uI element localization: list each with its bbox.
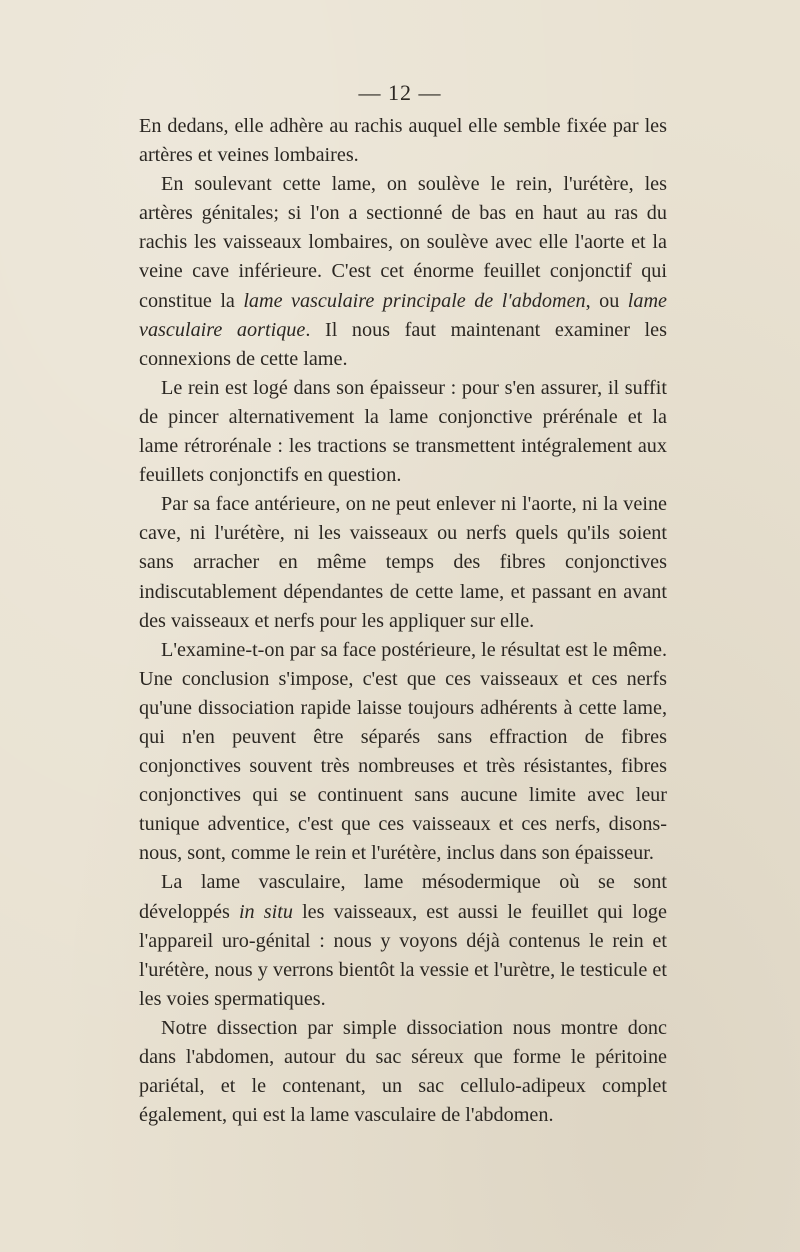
text-run: Notre dissection par simple dissociation nous montre donc dans l'abdomen, autour du sac séreux que forme le péritoine pariétal, et le contenant, un sac cellulo-adipeux complet également, qui est la lame vasculaire de l'abdomen. <box>139 1016 667 1127</box>
italic-term: lame vasculaire aortique <box>139 289 667 341</box>
italic-term: in situ <box>238 900 293 923</box>
text-run: , ou <box>585 289 628 312</box>
text-run: La lame vasculaire, lame mésodermique où se sont développés <box>139 871 667 923</box>
paragraph <box>139 490 667 635</box>
text-run: L'examine-t-on par sa face postérieure, le résultat est le même. Une conclusion s'impose, c'est que ces vaisseaux et ces nerfs qu'une dissociation rapide laisse toujours adhérents à cette lame, qui n'en peuvent être séparés sans effraction de fibres conjonctives souvent très nombreuses et très résistantes, fibres conjonctives qui se continuent sans aucune limite avec leur tunique adventice, c'est que ces vaisseaux et ces nerfs, disons-nous, sont, comme le rein et l'urétère, inclus dans son épaisseur. <box>139 638 667 865</box>
body-text <box>139 112 667 1130</box>
text-run: En dedans, elle adhère au rachis auquel elle semble fixée par les artères et veines lombaires. <box>139 115 667 167</box>
paragraph <box>139 170 667 374</box>
page-number: — 12 — <box>358 80 442 105</box>
text-run: En soulevant cette lame, on soulève le rein, l'urétère, les artères génitales; si l'on a sectionné de bas en haut au ras du rachis les vaisseaux lombaires, on soulève avec elle l'aorte et la veine cave inférieure. C'est cet énorme feuillet conjonctif qui constitue la <box>139 173 667 312</box>
paragraph <box>139 374 667 490</box>
text-run: . Il nous faut maintenant examiner les connexions de cette lame. <box>139 318 667 370</box>
paragraph <box>139 112 667 170</box>
paragraph <box>139 1014 667 1130</box>
paragraph <box>139 868 667 1013</box>
text-run: Le rein est logé dans son épaisseur : pour s'en assurer, il suffit de pincer alternativement la lame conjonctive prérénale et la lame rétrorénale : les tractions se transmettent intégralement aux feuillets conjonctifs en question. <box>139 376 667 487</box>
text-run: les vaisseaux, est aussi le feuillet qui loge l'appareil uro-génital : nous y voyons déjà contenus le rein et l'urétère, nous y verrons bientôt la vessie et l'urètre, le testicule et les voies spermatiques. <box>139 900 667 1010</box>
text-run: Par sa face antérieure, on ne peut enlever ni l'aorte, ni la veine cave, ni l'urétère, ni les vaisseaux ou nerfs quels qu'ils soient sans arracher en même temps des fibres conjonctives indiscutablement dépendantes de cette lame, et passant en avant des vaisseaux et nerfs pour les appliquer sur elle. <box>139 493 667 632</box>
paragraph <box>139 636 667 869</box>
italic-term: lame vasculaire principale de l'abdomen <box>243 289 586 312</box>
